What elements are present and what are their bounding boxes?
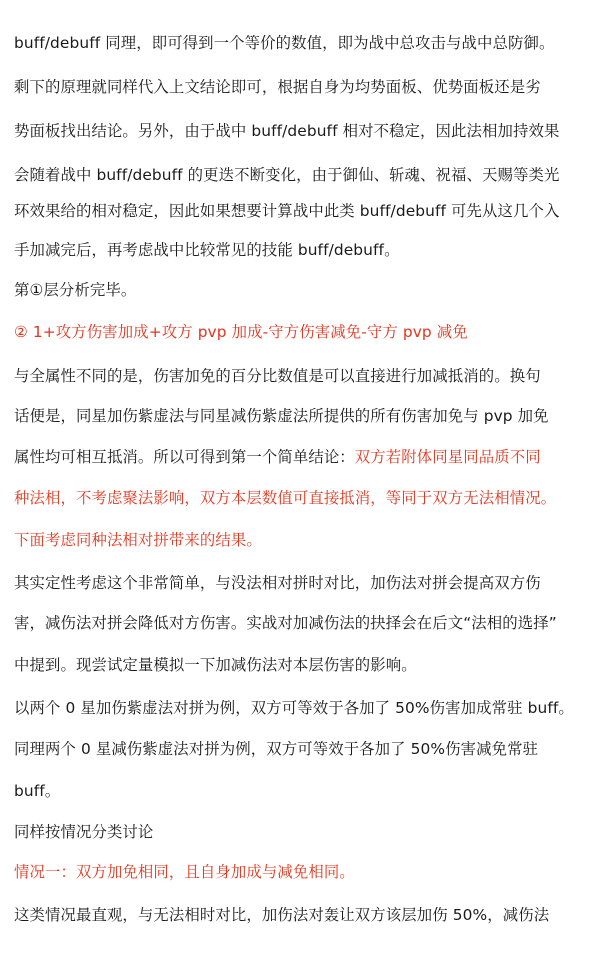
text-line-2: 剩下的原理就同样代入上文结论即可，根据自身为均势面板、优势面板还是劣: [14, 78, 541, 96]
conclusion-highlight-line: 种法相，不考虑聚法影响，双方本层数值可直接抵消，等同于双方无法相情况。: [14, 489, 557, 507]
text-line-17: 以两个 0 星加伤紫虚法对拼为例，双方可等效于各加了 50%伤害加成常驻 buff。: [14, 699, 574, 717]
text-line-20: 同样按情况分类讨论: [14, 823, 154, 841]
section-end-line: 第①层分析完毕。: [14, 281, 137, 299]
text-line-3: 势面板找出结论。另外，由于战中 buff/debuff 相对不稳定，因此法相加持效果: [14, 122, 560, 140]
text-line-14: 其实定性考虑这个非常简单，与没法相对拼时对比，加伤法对拼会提高双方伤: [14, 574, 541, 592]
text-line-9: 与全属性不同的是，伤害加免的百分比数值是可以直接进行加减抵消的。换句: [14, 367, 541, 385]
section-heading-2: ② 1+攻方伤害加成+攻方 pvp 加成-守方伤害减免-守方 pvp 减免: [14, 323, 468, 341]
text-line-15: 害，减伤法对拼会降低对方伤害。实战对加减伤法的抉择会在后文“法相的选择”: [14, 614, 557, 632]
conclusion-lead-in: 属性均可相互抵消。所以可得到第一个简单结论：: [14, 448, 355, 466]
text-line-1: buff/debuff 同理，即可得到一个等价的数值，即为战中总攻击与战中总防御。: [14, 34, 555, 52]
text-line-18: 同理两个 0 星减伤紫虚法对拼为例，双方可等效于各加了 50%伤害减免常驻: [14, 740, 539, 758]
subsection-intro: 下面考虑同种法相对拼带来的结果。: [14, 531, 262, 549]
text-line-16: 中提到。现尝试定量模拟一下加减伤法对本层伤害的影响。: [14, 656, 417, 674]
text-line-6: 手加减完后，再考虑战中比较常见的技能 buff/debuff。: [14, 241, 400, 259]
conclusion-highlight-start: 双方若附体同星同品质不同: [354, 448, 541, 466]
text-line-22: 这类情况最直观，与无法相时对比，加伤法对轰让双方该层加伤 50%，减伤法: [14, 906, 550, 924]
text-line-4: 会随着战中 buff/debuff 的更迭不断变化，由于御仙、斩魂、祝福、天赐等类光: [14, 166, 560, 184]
text-line-5: 环效果给的相对稳定，因此如果想要计算战中此类 buff/debuff 可先从这几个入: [14, 202, 560, 220]
text-line-19: buff。: [14, 782, 61, 800]
text-line-11: [14, 447, 584, 467]
text-line-10: 话便是，同星加伤紫虚法与同星减伤紫虚法所提供的所有伤害加免与 pvp 加免: [14, 407, 549, 425]
case-one-heading: 情况一：双方加免相同，且自身加成与减免相同。: [14, 863, 355, 881]
